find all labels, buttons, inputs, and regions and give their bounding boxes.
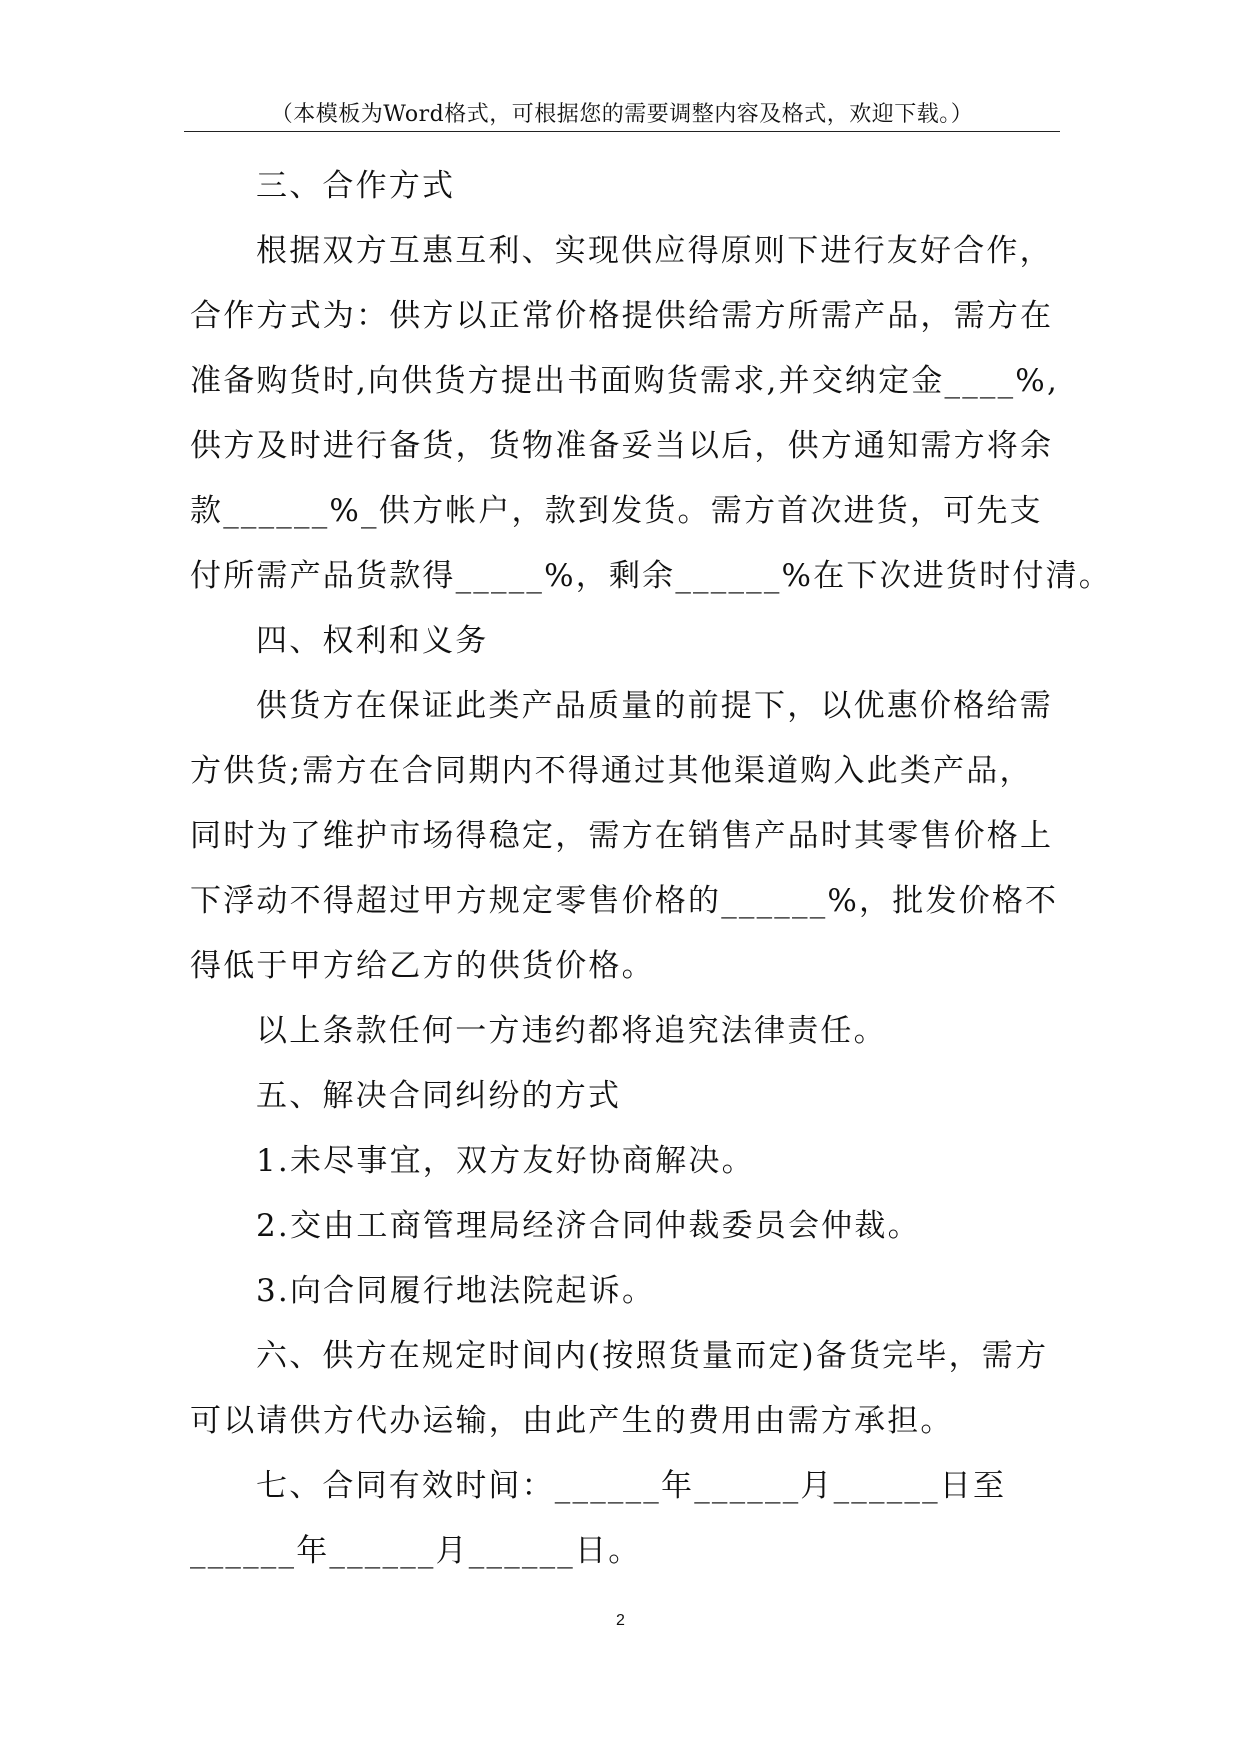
paragraph-line: 得低于甲方给乙方的供货价格。 bbox=[190, 948, 655, 984]
paragraph-line: 合作方式为：供方以正常价格提供给需方所需产品，需方在 bbox=[190, 298, 1054, 334]
paragraph-line: ______年______月______日。 bbox=[190, 1533, 642, 1569]
paragraph-line: 方供货;需方在合同期内不得通过其他渠道购入此类产品， bbox=[190, 753, 1033, 789]
paragraph-line: 付所需产品货款得_____%，剩余______%在下次进货时付清。 bbox=[190, 558, 1113, 594]
section-heading-delivery: 六、供方在规定时间内(按照货量而定)备货完毕，需方 bbox=[256, 1338, 1049, 1374]
header-note: （本模板为Word格式，可根据您的需要调整内容及格式，欢迎下载。） bbox=[270, 102, 974, 127]
section-heading-validity: 七、合同有效时间：______年______月______日至 bbox=[256, 1468, 1007, 1504]
page-number: 2 bbox=[616, 1612, 625, 1629]
paragraph-line: 款______%_供方帐户，款到发货。需方首次进货，可先支 bbox=[190, 493, 1043, 529]
paragraph-line: 根据双方互惠互利、实现供应得原则下进行友好合作， bbox=[256, 233, 1053, 269]
header-divider bbox=[184, 131, 1060, 132]
paragraph-line: 以上条款任何一方违约都将追究法律责任。 bbox=[256, 1013, 887, 1049]
section-heading-rights: 四、权利和义务 bbox=[256, 623, 489, 659]
paragraph-line: 可以请供方代办运输，由此产生的费用由需方承担。 bbox=[190, 1403, 954, 1439]
list-item: 1.未尽事宜，双方友好协商解决。 bbox=[256, 1143, 755, 1179]
list-item: 3.向合同履行地法院起诉。 bbox=[256, 1273, 656, 1309]
paragraph-line: 供方及时进行备货，货物准备妥当以后，供方通知需方将余 bbox=[190, 428, 1054, 464]
section-heading-disputes: 五、解决合同纠纷的方式 bbox=[256, 1078, 622, 1114]
list-item: 2.交由工商管理局经济合同仲裁委员会仲裁。 bbox=[256, 1208, 921, 1244]
document-body bbox=[190, 154, 1113, 1584]
section-heading-cooperation: 三、合作方式 bbox=[256, 168, 456, 204]
paragraph-line: 下浮动不得超过甲方规定零售价格的______%，批发价格不 bbox=[190, 883, 1059, 919]
paragraph-line: 供货方在保证此类产品质量的前提下，以优惠价格给需 bbox=[256, 688, 1053, 724]
paragraph-line: 准备购货时,向供货方提出书面购货需求,并交纳定金____%, bbox=[190, 363, 1060, 399]
paragraph-line: 同时为了维护市场得稳定，需方在销售产品时其零售价格上 bbox=[190, 818, 1054, 854]
